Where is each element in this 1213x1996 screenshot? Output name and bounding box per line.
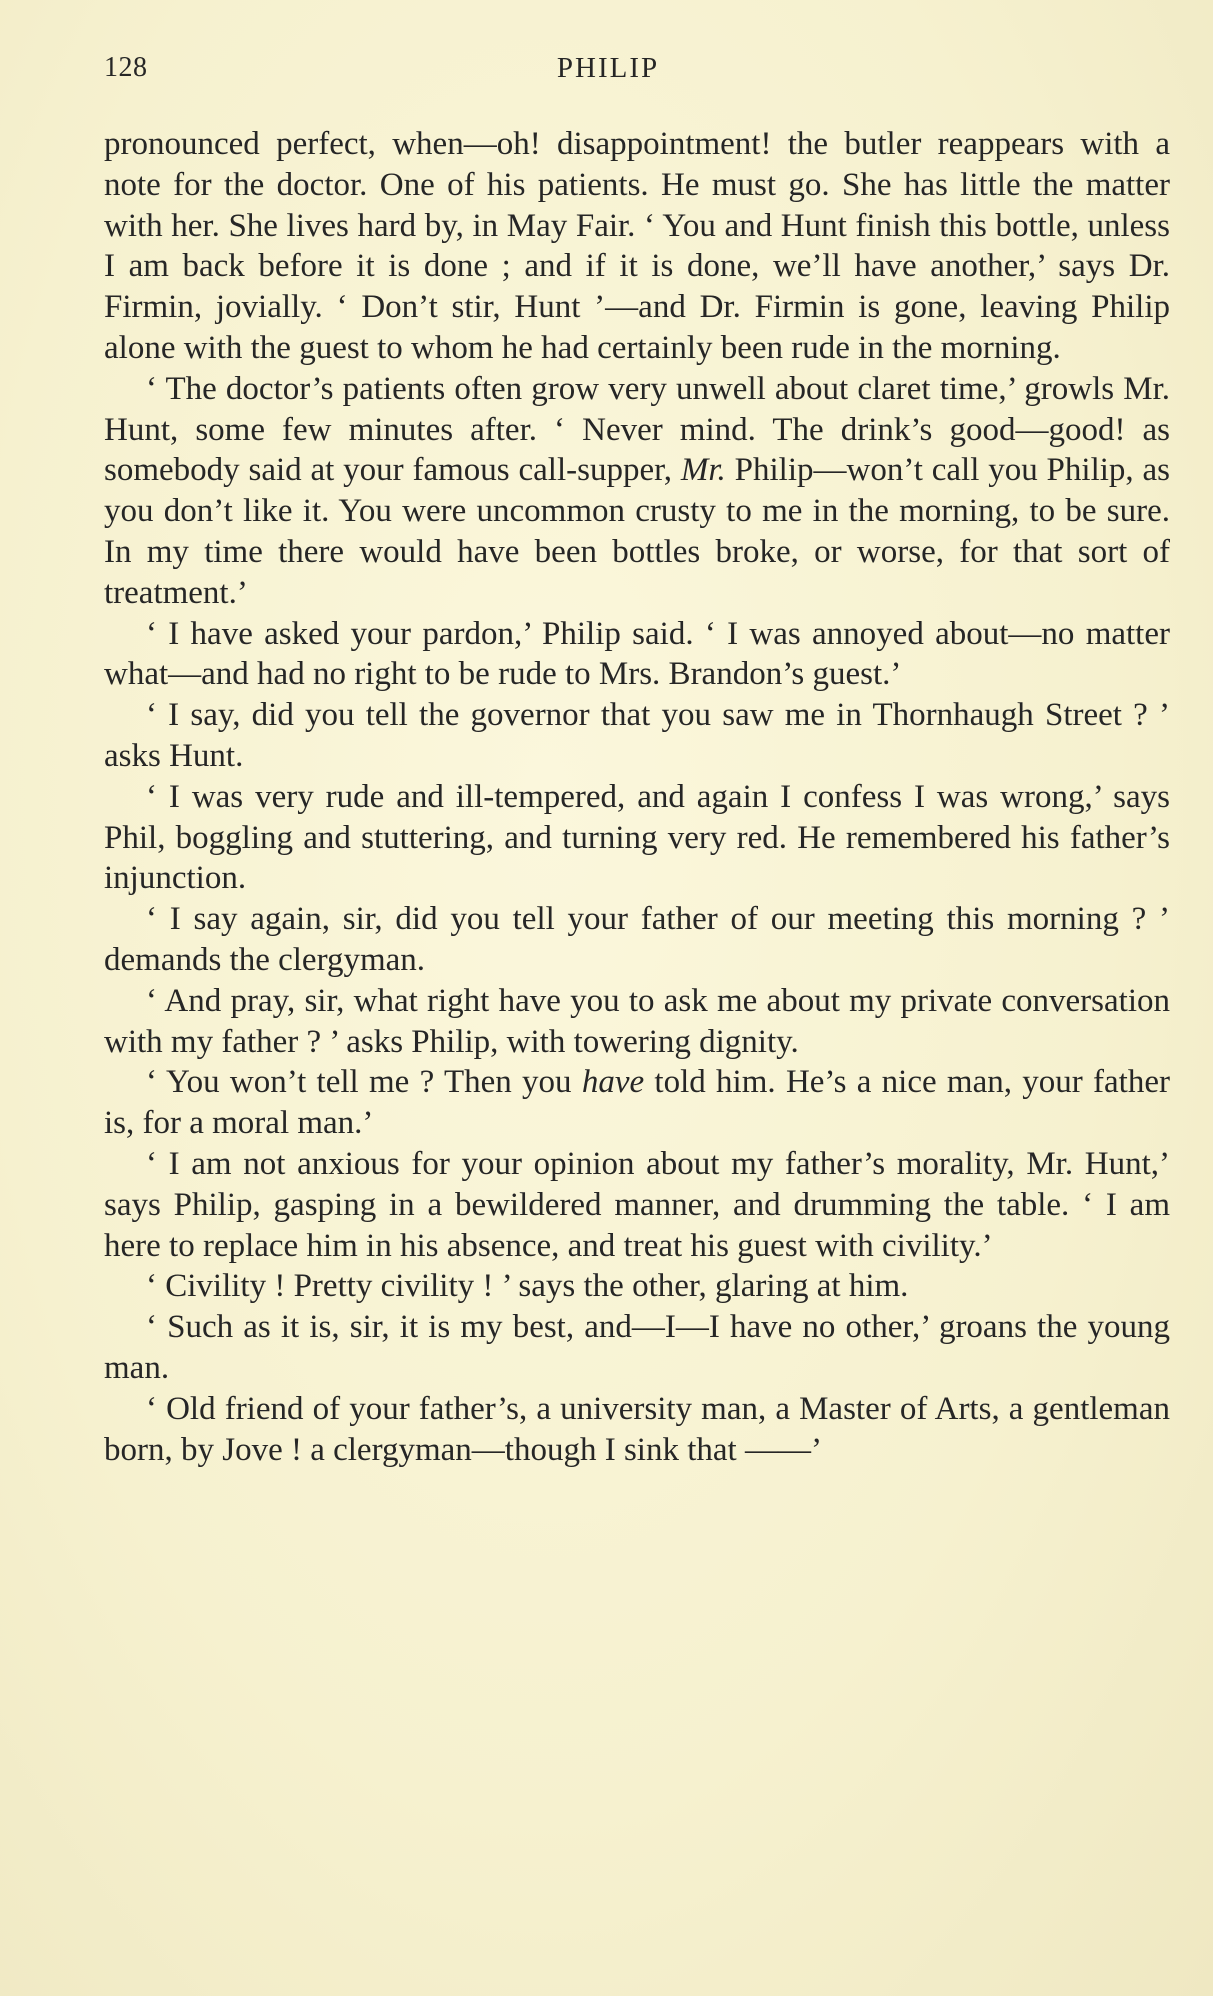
text-segment: Philip—won’t call you Philip, as you don’t like it. You were uncommon crusty to me in the morning, to be sure. In my time there would have been bottles broke, or worse, for that sort of treatment.’	[104, 452, 1170, 611]
body-text	[104, 124, 1170, 1470]
paragraph: ‘ Such as it is, sir, it is my best, and—I—I have no other,’ groans the young man.	[104, 1309, 1170, 1386]
paragraph: ‘ I say again, sir, did you tell your father of our meeting this morning ? ’ demands the clergyman.	[104, 901, 1170, 978]
running-head	[104, 52, 1170, 92]
paragraph: ‘ I was very rude and ill-tempered, and again I confess I was wrong,’ says Phil, boggling and stuttering, and turning very red. He remembered his father’s injunction.	[104, 778, 1170, 897]
paragraph: ‘ I have asked your pardon,’ Philip said. ‘ I was annoyed about—no matter what—and had no right to be rude to Mrs. Brandon’s guest.’	[104, 615, 1170, 693]
page-number: 128	[104, 52, 148, 83]
paragraph: ‘ I say, did you tell the governor that you saw me in Thornhaugh Street ? ’ asks Hunt.	[104, 697, 1170, 774]
text-segment: ‘ You won’t tell me ? Then you	[146, 1064, 582, 1101]
paragraph	[104, 369, 1170, 614]
text-segment: told him. He’s a nice man, your father is, for a moral man.’	[104, 1064, 1170, 1142]
italic-text: have	[581, 1064, 645, 1101]
paragraph: ‘ Old friend of your father’s, a university man, a Master of Arts, a gentleman born, by Jove ! a clergyman—though I sink that ——’	[104, 1390, 1170, 1468]
italic-text: Mr.	[680, 452, 726, 489]
running-title: PHILIP	[556, 52, 660, 84]
paragraph: pronounced perfect, when—oh! disappointment! the butler reappears with a note for the doctor. One of his patients. He must go. She has little the matter with her. She lives hard by, in May Fair. ‘ You and Hunt finish this bottle, unless I am back before it is done ; and if it is done, we’ll have another,’ says Dr. Firmin, jovially. ‘ Don’t stir, Hunt ’—and Dr. Firmin is gone, leaving Philip alone with the guest to whom he had certainly been rude in the morning.	[104, 126, 1170, 366]
paragraph: ‘ I am not anxious for your opinion about my father’s morality, Mr. Hunt,’ says Philip, gasping in a bewildered manner, and drumming the table. ‘ I am here to replace him in his absence, and treat his guest with civility.’	[104, 1145, 1170, 1264]
paragraph: ‘ And pray, sir, what right have you to ask me about my private conversation with my father ? ’ asks Philip, with towering dignity.	[104, 982, 1170, 1060]
paragraph: ‘ Civility ! Pretty civility ! ’ says the other, glaring at him.	[146, 1268, 909, 1305]
paragraph	[104, 1062, 1170, 1144]
text-segment: ‘ The doctor’s patients often grow very unwell about claret time,’ growls Mr. Hunt, some few minutes after. ‘ Never mind. The drink’s good—good! as somebody said at your famous call-supper,	[104, 370, 1170, 489]
